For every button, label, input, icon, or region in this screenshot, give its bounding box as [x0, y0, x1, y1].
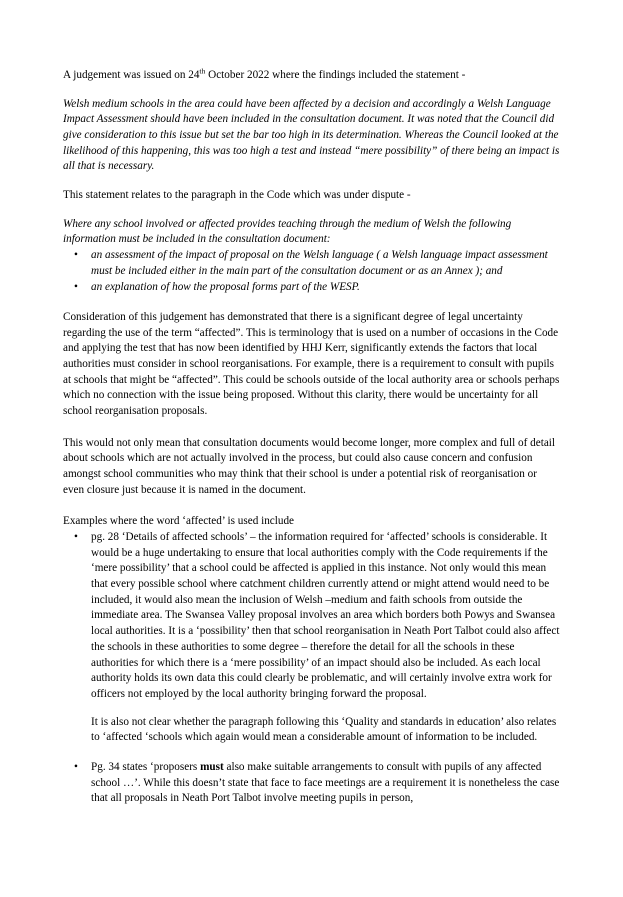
- paragraph-statement-relates: This statement relates to the paragraph in the Code which was under dispute -: [63, 189, 411, 202]
- list-item-text: an explanation of how the proposal forms part of the WESP.: [91, 281, 360, 294]
- document-body: [63, 68, 560, 807]
- bullet-marker-icon: •: [74, 281, 78, 294]
- list-item-pg34-text: [91, 760, 560, 807]
- list-affected-examples: [63, 530, 560, 807]
- paragraph-examples-heading: Examples where the word ‘affected’ is used include: [63, 515, 295, 528]
- list-item-pg28-subparagraph: It is also not clear whether the paragraph following this ‘Quality and standards in education’ also relates to ‘affected ‘schools which again would mean a considerable amount of information to be included.: [91, 715, 557, 744]
- list-item-pg28: [63, 530, 560, 746]
- bullet-marker-icon: •: [74, 760, 78, 773]
- pg34-text-before: Pg. 34 states ‘proposers: [91, 760, 201, 773]
- list-item-code-requirement: [63, 280, 560, 296]
- paragraph-where-any-school-quote: Where any school involved or affected provides teaching through the medium of Welsh the following information must be included in the consultation document:: [63, 217, 512, 246]
- pg34-emphasis-must: must: [200, 760, 224, 773]
- list-item-pg28-text: pg. 28 ‘Details of affected schools’ – the information required for ‘affected’ schools is considerable. It would be a huge undertaking to ensure that local authorities comply with the Code requirements if the ‘mere possibility’ that a school could be affected is applied in this instance. Not only would this mean that every possible school where catchment children currently attend or might attend would need to be included, it would also mean the inclusion of Welsh –medium and faith schools from outside the immediate area. The Swansea Valley proposal involves an area which borders both Powys and Swansea local authorities. It is a ‘possibility’ then that school reorganisation in Neath Port Talbot could also affect the schools in these authorities to some degree – therefore the detail for all the schools in these authorities for which there is a ‘mere possibility’ of an impact should also be included. As each local authority holds its own data this could clearly be problematic, and will certainly involve extra work for officers not employed by the local authority bringing forward the proposal.: [91, 531, 560, 700]
- paragraph-welsh-medium-quote: Welsh medium schools in the area could have been affected by a decision and accordingly a Welsh Language Impact Assessment should have been included in the consultation document. It was noted that the Council did give consideration to this issue but set the bar too high in its determination. Whereas the Council looked at the likelihood of this happening, this was too high a test and instead “mere possibility” of there being an impact is all that is necessary.: [63, 97, 560, 173]
- paragraph-judgement-intro: [63, 68, 560, 84]
- bullet-marker-icon: •: [74, 249, 78, 262]
- list-code-requirements: [63, 248, 560, 296]
- bullet-marker-icon: •: [74, 531, 78, 544]
- judgement-intro-text-after: October 2022 where the findings included the statement -: [205, 69, 466, 81]
- paragraph-consideration-of-judgement: Consideration of this judgement has demonstrated that there is a significant degree of legal uncertainty regarding the use of the term “affected”. This is terminology that is used on a number of occasions in the Code and applying the test that has now been identified by HHJ Kerr, significantly extends the factors that local authorities must consider in school reorganisations. For example, there is a requirement to consult with pupils at schools that might be “affected”. This could be schools outside of the local authority area or schools perhaps which no connection with the issue being proposed. Without this clarity, there would be uncertainty for all school reorganisation proposals.: [63, 311, 560, 418]
- judgement-date-superscript: th: [199, 66, 206, 76]
- list-item-pg34: [63, 760, 560, 807]
- list-item-text: an assessment of the impact of proposal on the Welsh language ( a Welsh language impact assessment must be included either in the main part of the consultation document or as an Annex ); and: [91, 249, 548, 277]
- judgement-intro-text-before: A judgement was issued on 24: [63, 69, 200, 81]
- pg34-text-after: also make suitable arrangements to consult with pupils of any affected school …’. While this doesn’t state that face to face meetings are a requirement it is nonetheless the case that all proposals in Neath Port Talbot involve meeting pupils in person,: [91, 760, 560, 805]
- paragraph-consultation-documents-longer: This would not only mean that consultation documents would become longer, more complex and full of detail about schools which are not actually involved in the process, but could also cause concern and confusion amongst school communities who may think that their school is under a potential risk of reorganisation or even closure just because it is named in the document.: [63, 436, 556, 496]
- list-item-code-requirement: [63, 248, 560, 279]
